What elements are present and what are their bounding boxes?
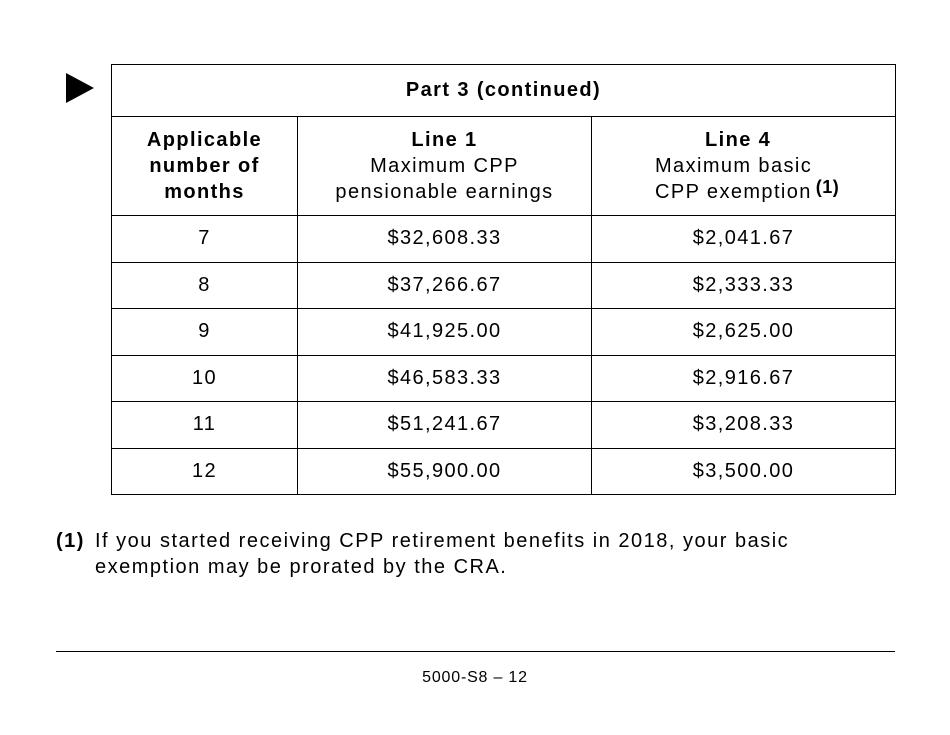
header-line-1 [298,117,592,216]
table-row [112,448,896,495]
header-col3-line-text: CPP exemption [655,181,812,203]
table-row [112,262,896,309]
table-row [112,355,896,402]
header-col2-line: pensionable earnings [335,181,554,203]
earnings-cell: $46,583.33 [298,355,592,402]
months-cell: 11 [112,402,298,449]
part-title: Part 3 (continued) [112,65,896,117]
earnings-cell: $32,608.33 [298,216,592,263]
part-3-table [111,64,896,495]
exemption-cell: $2,625.00 [592,309,896,356]
exemption-cell: $2,333.33 [592,262,896,309]
header-applicable-months [112,117,298,216]
header-col1-line: Applicable [146,129,263,151]
earnings-cell: $41,925.00 [298,309,592,356]
footnote-marker: (1) [56,530,85,552]
months-cell: 12 [112,448,298,495]
header-col3-line-2 [655,179,895,205]
header-col1-line: number of [149,155,260,177]
exemption-cell: $3,500.00 [592,448,896,495]
exemption-cell: $3,208.33 [592,402,896,449]
header-col2-title: Line 1 [411,129,478,151]
header-col1-line: months [164,181,245,203]
earnings-cell: $51,241.67 [298,402,592,449]
earnings-cell: $37,266.67 [298,262,592,309]
table-row [112,216,896,263]
table-row [112,309,896,356]
footnote-text: If you started receiving CPP retirement benefits in 2018, your basic exemption may be prorated by the CRA. [95,530,790,578]
header-col3-title: Line 4 [705,129,772,151]
exemption-cell: $2,041.67 [592,216,896,263]
months-cell: 8 [112,262,298,309]
footnote-reference: (1) [815,177,840,197]
months-cell: 9 [112,309,298,356]
footnote [56,528,896,580]
continuation-arrow-icon [66,73,94,103]
footer-divider [56,651,895,652]
header-col2-line: Maximum CPP [370,155,519,177]
months-cell: 7 [112,216,298,263]
header-col3-line: Maximum basic [655,155,813,177]
table-row [112,402,896,449]
header-line-4 [592,117,896,216]
page-number: 5000-S8 – 12 [422,669,528,686]
earnings-cell: $55,900.00 [298,448,592,495]
exemption-cell: $2,916.67 [592,355,896,402]
months-cell: 10 [112,355,298,402]
